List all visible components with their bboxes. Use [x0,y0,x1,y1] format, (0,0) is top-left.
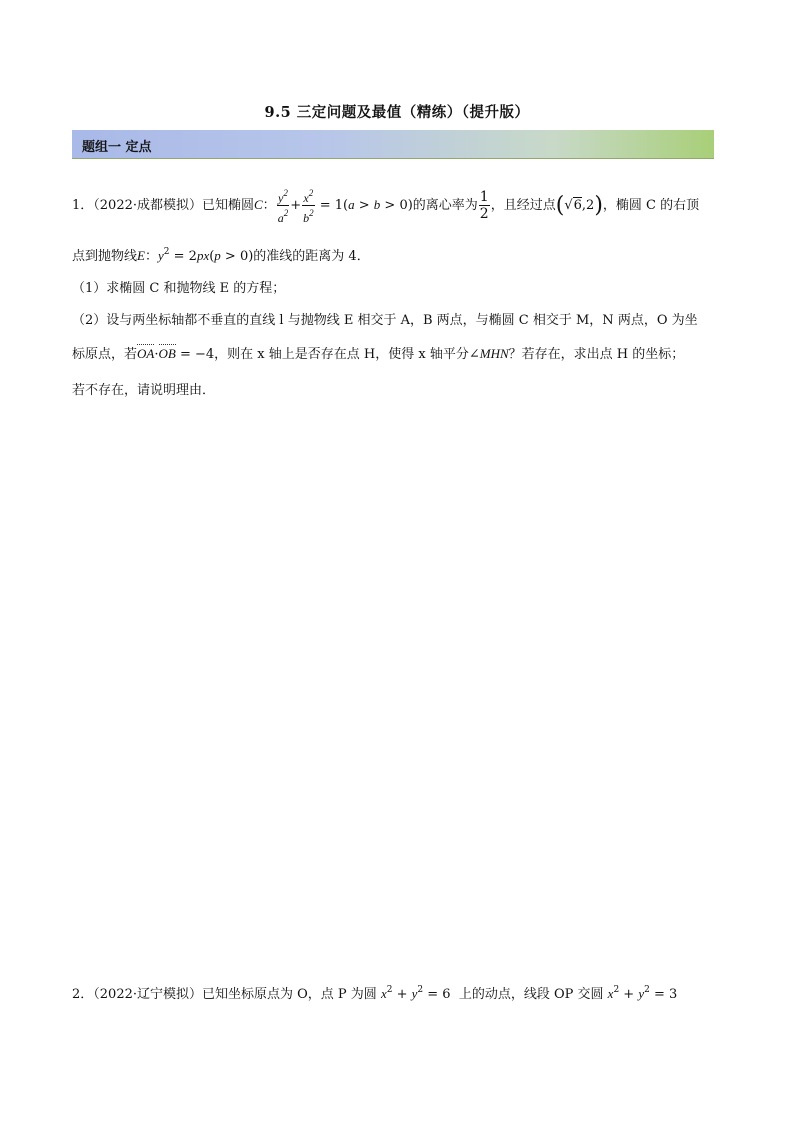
origin-text: 标原点，若 [72,347,138,362]
section-header [72,130,714,159]
parabola-intro: 点到抛物线 [72,249,138,264]
exist-text: ？若存在，求出点 H 的坐标； [508,347,685,362]
eccentricity-fraction: $\frac{1}{2}$ [479,189,489,222]
fraction-y2-a2: $\frac{y^2}{a^2}$ [277,188,289,225]
eccentricity-text: 的离心率为 [412,198,478,213]
passes-point-text: ，且经过点 [490,198,556,213]
fraction-x2-b2: $\frac{x^2}{b^2}$ [303,188,314,225]
angle-mhn: ∠MHN [468,346,509,362]
point-coordinates: √6,2 [564,198,595,213]
problem-1-line-1: 1．（2022·成都模拟）已知椭圆C： $\frac{y^2}{a^2}$ + $\frac{x^2}{b^2}$ = 1(a > b > 0)的离心率为 $\frac{1}{2}$ ，且经过点(√6,2)，椭圆 C 的右顶 [72,188,700,225]
right-vertex-text: ，椭圆 C 的右顶 [602,198,700,213]
page-title: 9.5 三定问题及最值（精练）（提升版） [264,104,530,121]
directrix-text: 的准线的距离为 4． [253,249,370,264]
circle-equation-1: $x^2 + y^2 = 6$ [380,985,451,1002]
question-2-line-2 [72,344,684,365]
circle-equation-2: $x^2 + y^2 = 3$ [607,985,678,1002]
parabola-equation: $y^2 = 2px(p > 0)$ [157,247,254,264]
ellipse-name: C [254,197,263,212]
question-2-line-3: 若不存在，请说明理由． [72,383,216,398]
bisect-text: ，则在 x 轴上是否存在点 H，使得 x 轴平分 [214,347,469,362]
ellipse-condition: (a > b > 0) [343,197,413,213]
problem-2-line-1 [72,980,677,1005]
question-1: （1）求椭圆 C 和抛物线 E 的方程； [72,281,286,296]
dot-product-condition: OA·OB = −4 [137,346,215,362]
parabola-name: E [137,248,145,263]
segment-op-text: 上的动点，线段 OP 交圆 [458,987,604,1002]
problem-1-source: 1．（2022·成都模拟）已知椭圆 [72,198,254,213]
question-2-line-1: （2）设与两坐标轴都不垂直的直线 l 与抛物线 E 相交于 A，B 两点，与椭圆 C 相交于 M，N 两点，O 为坐 [72,313,698,328]
problem-1-line-2: 点到抛物线E：$y^2 = 2px(p > 0)$的准线的距离为 4． [72,247,370,264]
problem-2-source: 2．（2022·辽宁模拟）已知坐标原点为 O，点 P 为圆 [72,987,377,1002]
section-label: 题组一 定点 [82,140,152,155]
